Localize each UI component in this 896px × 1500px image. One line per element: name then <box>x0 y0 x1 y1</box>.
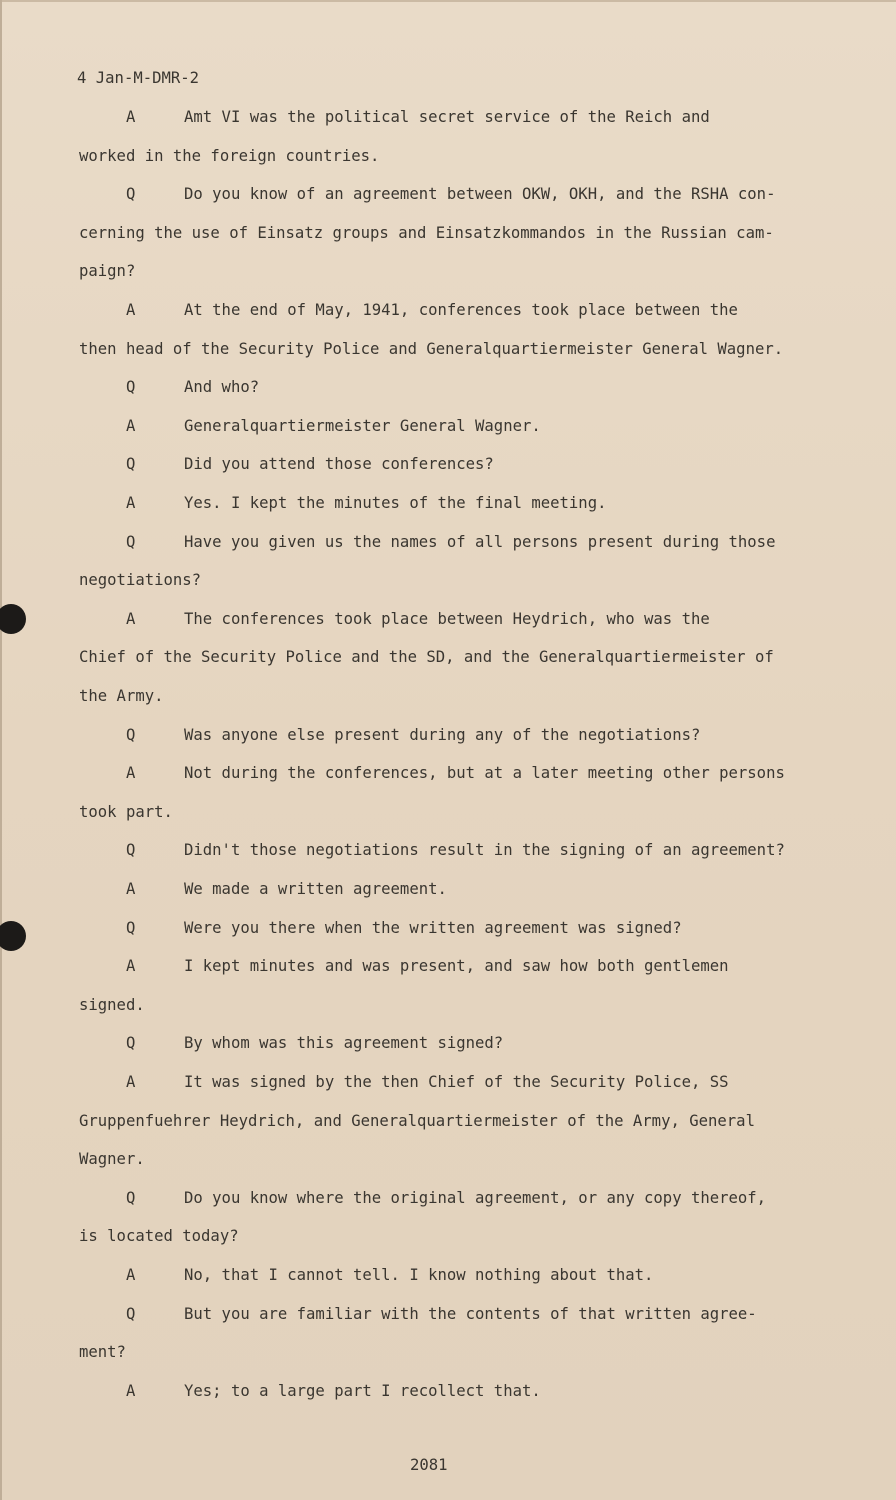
speaker-label: Q <box>126 378 136 397</box>
transcript-line: Were you there when the written agreement was signed? <box>184 918 682 937</box>
speaker-label: Q <box>126 185 136 204</box>
transcript-continuation: worked in the foreign countries. <box>79 146 380 165</box>
speaker-label: Q <box>126 918 136 937</box>
transcript-line: No, that I cannot tell. I know nothing about that. <box>184 1266 654 1284</box>
transcript-line: Amt VI was the political secret service of the Reich and <box>184 108 710 126</box>
transcript-continuation: negotiations? <box>79 571 202 590</box>
transcript-line: At the end of May, 1941, conferences took place between the <box>184 301 738 319</box>
transcript-line: Do you know of an agreement between OKW, OKH, and the RSHA con- <box>184 185 776 204</box>
transcript-line: The conferences took place between Heydrich, who was the <box>184 609 710 628</box>
transcript-line: But you are familiar with the contents of that written agree- <box>184 1304 757 1323</box>
transcript-line: Didn't those negotiations result in the signing of an agreement? <box>184 841 785 860</box>
transcript-line: And who? <box>184 378 260 397</box>
speaker-label: A <box>126 416 136 435</box>
speaker-label: Q <box>126 1304 136 1323</box>
transcript-line: Was anyone else present during any of the negotiations? <box>184 725 701 744</box>
transcript-line: We made a written agreement. <box>184 880 447 898</box>
transcript-continuation: then head of the Security Police and Generalquartiermeister General Wagner. <box>79 339 784 358</box>
transcript-line: I kept minutes and was present, and saw how both gentlemen <box>184 957 729 976</box>
speaker-label: Q <box>126 1188 136 1207</box>
speaker-label: A <box>126 1266 136 1284</box>
transcript-line: By whom was this agreement signed? <box>184 1034 504 1053</box>
page-number: 2081 <box>410 1456 448 1474</box>
speaker-label: A <box>126 1073 136 1091</box>
transcript-continuation: ment? <box>79 1343 126 1362</box>
speaker-label: A <box>126 108 136 126</box>
speaker-label: A <box>126 609 136 628</box>
transcript-continuation: Wagner. <box>79 1150 145 1169</box>
speaker-label: A <box>126 301 136 319</box>
speaker-label: A <box>126 880 136 898</box>
transcript-continuation: took part. <box>79 802 173 821</box>
transcript-continuation: signed. <box>79 995 145 1014</box>
transcript-line: It was signed by the then Chief of the Security Police, SS <box>184 1073 729 1091</box>
transcript-line: Yes. I kept the minutes of the final meeting. <box>184 494 607 512</box>
transcript-continuation: Gruppenfuehrer Heydrich, and Generalquartiermeister of the Army, General <box>79 1111 755 1130</box>
speaker-label: Q <box>126 841 136 860</box>
speaker-label: Q <box>126 455 136 474</box>
speaker-label: A <box>126 1381 136 1400</box>
transcript-line: Generalquartiermeister General Wagner. <box>184 416 541 435</box>
speaker-label: A <box>126 957 136 976</box>
transcript-line: Yes; to a large part I recollect that. <box>184 1381 541 1400</box>
transcript-continuation: cerning the use of Einsatz groups and Einsatzkommandos in the Russian cam- <box>79 223 774 242</box>
transcript-line: Have you given us the names of all persons present during those <box>184 532 776 551</box>
transcript-continuation: the Army. <box>79 687 164 705</box>
transcript-continuation: Chief of the Security Police and the SD, and the Generalquartiermeister of <box>79 648 774 667</box>
transcript-continuation: is located today? <box>79 1227 239 1246</box>
punch-hole <box>0 604 26 634</box>
transcript-line: Not during the conferences, but at a later meeting other persons <box>184 764 785 783</box>
speaker-label: Q <box>126 1034 136 1053</box>
transcript-continuation: paign? <box>79 262 136 281</box>
speaker-label: Q <box>126 532 136 551</box>
punch-hole <box>0 921 26 951</box>
document-header: 4 Jan-M-DMR-2 <box>77 69 200 87</box>
speaker-label: A <box>126 764 136 783</box>
transcript-line: Did you attend those conferences? <box>184 455 494 474</box>
speaker-label: A <box>126 494 136 512</box>
speaker-label: Q <box>126 725 136 744</box>
transcript-line: Do you know where the original agreement, or any copy thereof, <box>184 1188 767 1207</box>
